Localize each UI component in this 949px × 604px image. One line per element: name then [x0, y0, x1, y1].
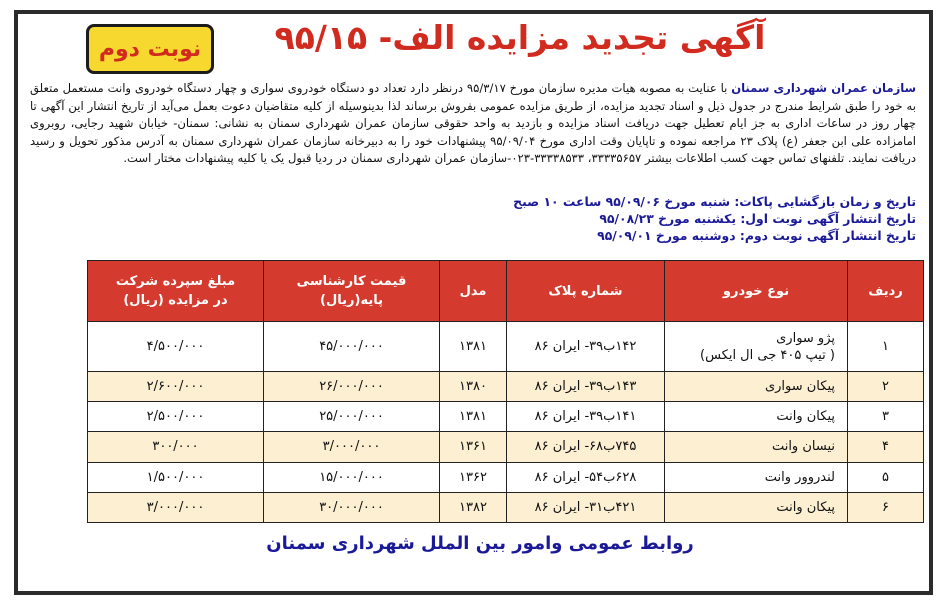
cell-model: ۱۳۶۱ — [440, 432, 507, 462]
cell-price: ۲۶/۰۰۰/۰۰۰ — [264, 372, 440, 402]
table-row — [88, 322, 924, 372]
cell-price: ۳/۰۰۰/۰۰۰ — [264, 432, 440, 462]
cell-deposit: ۲/۵۰۰/۰۰۰ — [88, 402, 264, 432]
header-row-number: ردیف — [848, 261, 924, 322]
cell-row-number: ۳ — [848, 402, 924, 432]
cell-row-number: ۱ — [848, 322, 924, 372]
table-row — [88, 402, 924, 432]
cell-price: ۱۵/۰۰۰/۰۰۰ — [264, 462, 440, 492]
cell-model: ۱۳۸۱ — [440, 402, 507, 432]
cell-model: ۱۳۸۲ — [440, 492, 507, 522]
cell-vehicle: لندروور وانت — [665, 462, 848, 492]
cell-deposit: ۱/۵۰۰/۰۰۰ — [88, 462, 264, 492]
table-row — [88, 492, 924, 522]
cell-plate: ۴۲۱ب۳۱- ایران ۸۶ — [507, 492, 665, 522]
cell-plate: ۷۴۵ب۶۸- ایران ۸۶ — [507, 432, 665, 462]
header-vehicle: نوع خودرو — [665, 261, 848, 322]
cell-vehicle: پیکان سواری — [665, 372, 848, 402]
header-model: مدل — [440, 261, 507, 322]
cell-plate: ۱۴۱ب۳۹- ایران ۸۶ — [507, 402, 665, 432]
cell-deposit: ۳/۰۰۰/۰۰۰ — [88, 492, 264, 522]
cell-plate: ۱۴۲ب۳۹- ایران ۸۶ — [507, 322, 665, 372]
header-plate: شماره پلاک — [507, 261, 665, 322]
header-price-line1: قیمت کارشناسی — [296, 274, 407, 289]
cell-deposit: ۳۰۰/۰۰۰ — [88, 432, 264, 462]
table-row — [88, 372, 924, 402]
cell-model: ۱۳۸۱ — [440, 322, 507, 372]
cell-vehicle: پیکان وانت — [665, 402, 848, 432]
cell-vehicle — [665, 322, 848, 372]
second-publish-date: تاریخ انتشار آگهی نوبت دوم: دوشنبه مورخ ۹۵/۰۹/۰۱ — [597, 228, 916, 243]
intro-body: با عنایت به مصوبه هیات مدیره سازمان مورخ ۹۵/۳/۱۷ درنظر دارد تعداد دو دستگاه خودروی سواری و چهار دستگاه خودروی وانت مستعمل متعلق به خود را طبق شرایط مندرج در جدول ذیل و اسناد تجدید مزایده، از طریق مزایده عمومی بفروش برساند لذا بدینوسیله از کلیه متقاضیان دعوت بعمل می‌آید از تاریخ انتشار این آگهی تا چهار روز در ساعات اداری به جز ایام تعطیل جهت دریافت اسناد مزایده و بازدید به واحد حقوقی سازمان عمران شهرداری سمنان به نشانی: سمنان- خیابان شهید رجایی، روبروی امامزاده علی ابن جعفر (ع) پلاک ۲۳ مراجعه نموده و تاپایان وقت اداری مورخ ۹۵/۰۹/۰۴ پیشنهادات خود را به دبیرخانه سازمان عمران شهرداری سمنان به آدرس مذکور تحویل و رسید دریافت نمایند. تلفنهای تماس جهت کسب اطلاعات بیشتر ۳۳۳۳۵۶۵۷، ۳۳۳۳۸۵۳۳-۰۲۳-سازمان عمران شهرداری سمنان در ردیا قبول یک یا کلیه پیشنهادات مختار است. — [30, 81, 917, 166]
table-header-row — [88, 261, 924, 322]
header-price-line2: پایه(ریال) — [320, 293, 383, 308]
cell-plate: ۶۲۸ب۵۴- ایران ۸۶ — [507, 462, 665, 492]
cell-row-number: ۴ — [848, 432, 924, 462]
dates-block — [30, 193, 916, 244]
cell-deposit: ۲/۶۰۰/۰۰۰ — [88, 372, 264, 402]
header-deposit-line1: مبلغ سپرده شرکت — [115, 274, 236, 289]
vehicle-type: ( تیپ ۴۰۵ جی ال ایکس) — [700, 347, 835, 363]
table-row — [88, 462, 924, 492]
cell-price: ۳۰/۰۰۰/۰۰۰ — [264, 492, 440, 522]
cell-model: ۱۳۸۰ — [440, 372, 507, 402]
cell-row-number: ۲ — [848, 372, 924, 402]
cell-row-number: ۶ — [848, 492, 924, 522]
header-deposit-line2: در مزایده (ریال) — [123, 293, 228, 308]
footer-signature: روابط عمومی وامور بین الملل شهرداری سمنان — [266, 533, 694, 554]
cell-row-number: ۵ — [848, 462, 924, 492]
table-row — [88, 432, 924, 462]
cell-vehicle: پیکان وانت — [665, 492, 848, 522]
cell-price: ۴۵/۰۰۰/۰۰۰ — [264, 322, 440, 372]
cell-deposit: ۴/۵۰۰/۰۰۰ — [88, 322, 264, 372]
notice-title: آگهی تجدید مزایده الف- ۹۵/۱۵ — [274, 18, 766, 57]
opening-date: تاریخ و زمان بازگشایی پاکات: شنبه مورخ ۹۵/۰۹/۰۶ ساعت ۱۰ صبح — [513, 194, 916, 209]
intro-paragraph — [30, 80, 916, 168]
second-round-badge: نوبت دوم — [86, 24, 214, 74]
vehicles-table — [87, 260, 924, 523]
header-price — [264, 261, 440, 322]
cell-plate: ۱۴۳ب۳۹- ایران ۸۶ — [507, 372, 665, 402]
vehicle-name: پژو سواری — [776, 330, 835, 346]
header-deposit — [88, 261, 264, 322]
first-publish-date: تاریخ انتشار آگهی نوبت اول: یکشنبه مورخ ۹۵/۰۸/۲۳ — [599, 211, 916, 226]
cell-price: ۲۵/۰۰۰/۰۰۰ — [264, 402, 440, 432]
cell-vehicle: نیسان وانت — [665, 432, 848, 462]
organization-name: سازمان عمران شهرداری سمنان — [731, 81, 917, 95]
cell-model: ۱۳۶۲ — [440, 462, 507, 492]
